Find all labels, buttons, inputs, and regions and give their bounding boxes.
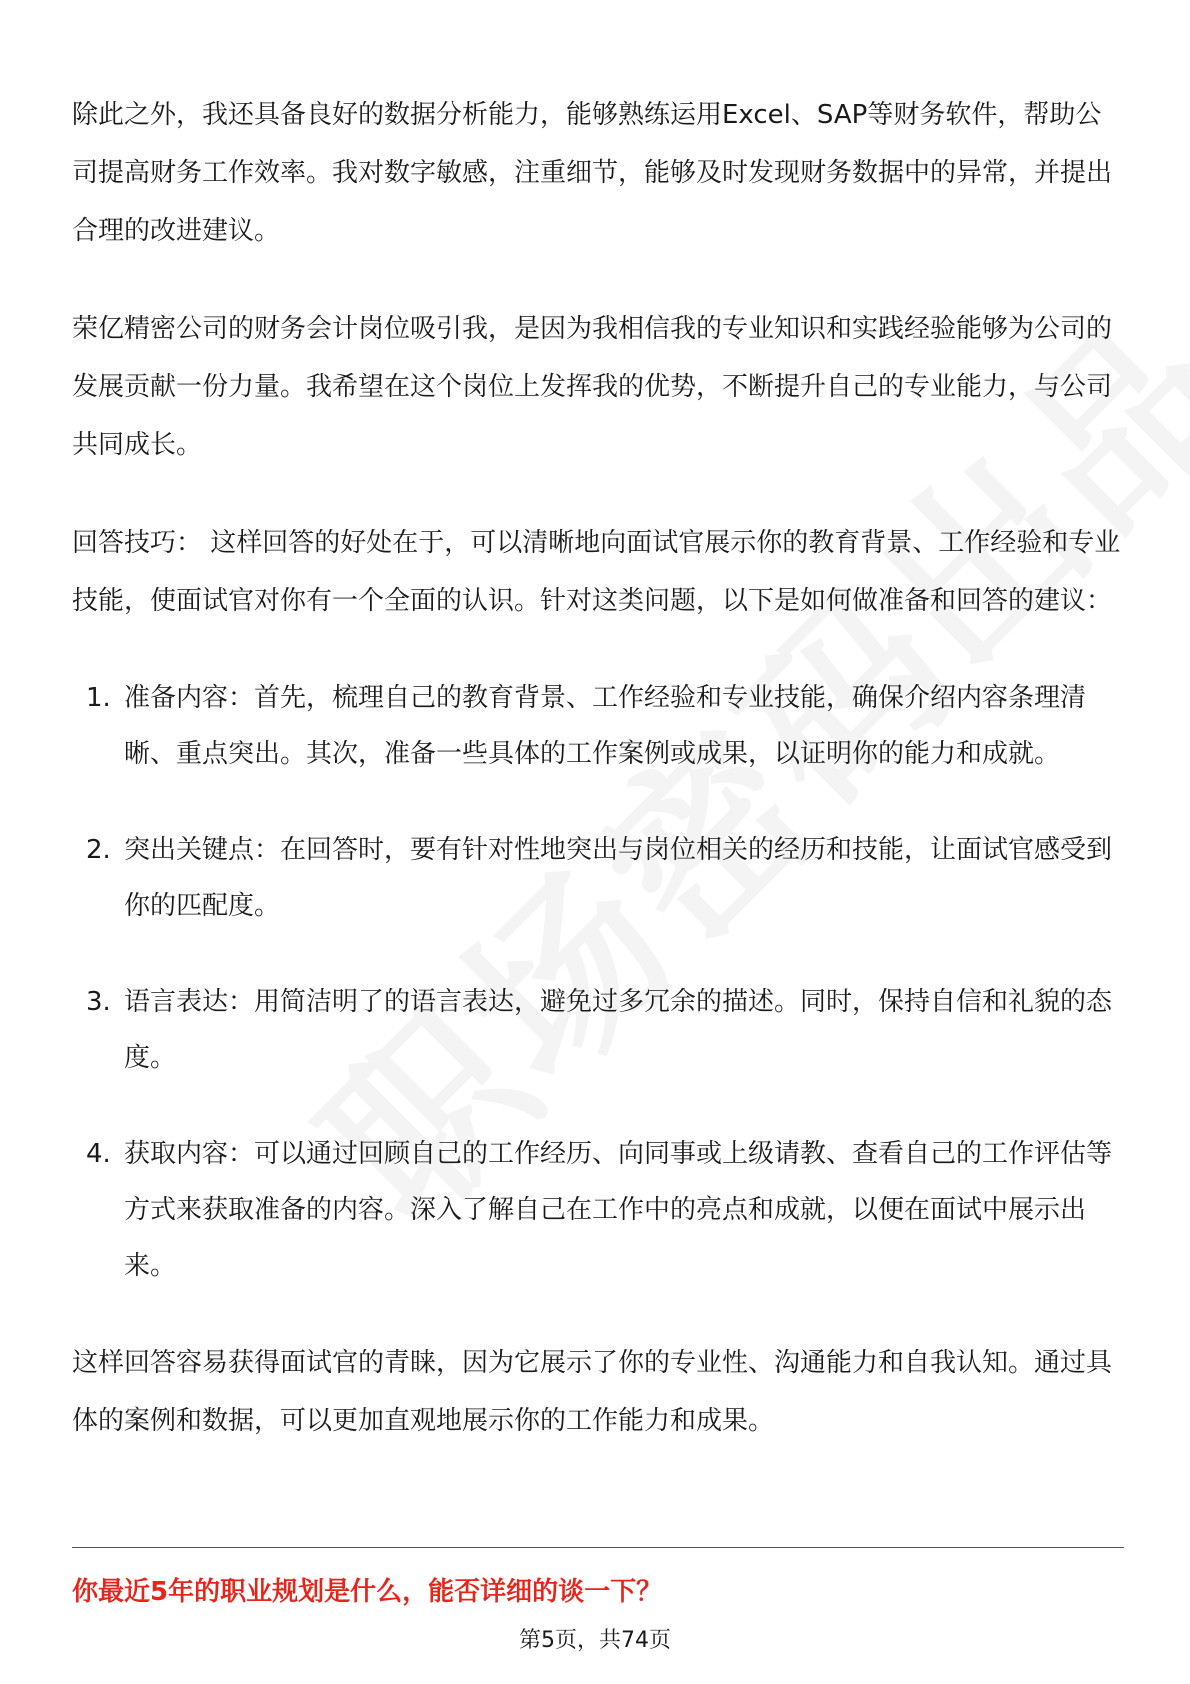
paragraph-motivation: 荣亿精密公司的财务会计岗位吸引我，是因为我相信我的专业知识和实践经验能够为公司的发展贡献一份力量。我希望在这个岗位上发挥我的优势，不断提升自己的专业能力，与公司共同成长。 <box>72 314 1113 460</box>
paragraph-data-analysis: 除此之外，我还具备良好的数据分析能力，能够熟练运用Excel、SAP等财务软件，帮助公司提高财务工作效率。我对数字敏感，注重细节，能够及时发现财务数据中的异常，并提出合理的改进建议。 <box>72 100 1113 246</box>
paragraph-answer-tips: 回答技巧： 这样回答的好处在于，可以清晰地向面试官展示你的教育背景、工作经验和专业技能，使面试官对你有一个全面的认识。针对这类问题，以下是如何做准备和回答的建议： <box>72 528 1121 616</box>
paragraph-conclusion: 这样回答容易获得面试官的青睐，因为它展示了你的专业性、沟通能力和自我认知。通过具体的案例和数据，可以更加直观地展示你的工作能力和成果。 <box>72 1348 1113 1436</box>
list-item-text: 获取内容：可以通过回顾自己的工作经历、向同事或上级请教、查看自己的工作评估等方式来获取准备的内容。深入了解自己在工作中的亮点和成就，以便在面试中展示出来。 <box>124 1139 1113 1281</box>
list-item-text: 准备内容：首先，梳理自己的教育背景、工作经验和专业技能，确保介绍内容条理清晰、重点突出。其次，准备一些具体的工作案例或成果，以证明你的能力和成就。 <box>124 683 1087 769</box>
section-divider <box>72 1547 1124 1548</box>
next-question-heading: 你最近5年的职业规划是什么，能否详细的谈一下？ <box>72 1577 663 1607</box>
list-item-number: 4. <box>86 1139 111 1169</box>
list-item <box>72 974 1122 1086</box>
list-item <box>72 670 1122 782</box>
list-item-text: 突出关键点：在回答时，要有针对性地突出与岗位相关的经历和技能，让面试官感受到你的匹配度。 <box>124 835 1113 921</box>
page-number: 第5页，共74页 <box>519 1628 671 1653</box>
tips-list <box>72 670 1122 1294</box>
list-item <box>72 822 1122 934</box>
list-item-number: 3. <box>86 987 111 1017</box>
list-item-number: 2. <box>86 835 111 865</box>
list-item-number: 1. <box>86 683 111 713</box>
list-item-text: 语言表达：用简洁明了的语言表达，避免过多冗余的描述。同时，保持自信和礼貌的态度。 <box>124 987 1113 1073</box>
list-item <box>72 1126 1122 1294</box>
page-content <box>72 86 1122 1490</box>
